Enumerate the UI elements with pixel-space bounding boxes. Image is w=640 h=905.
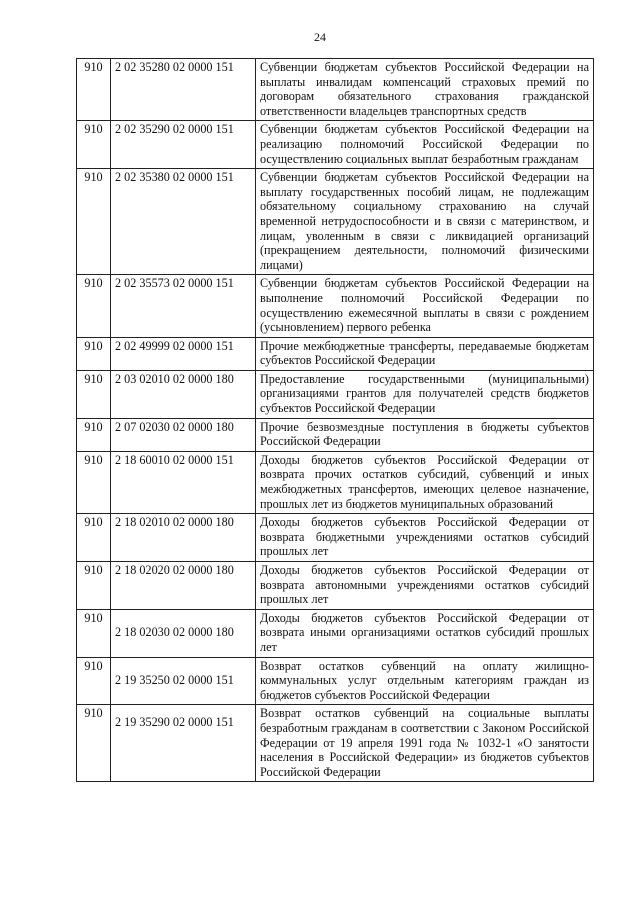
table-row bbox=[77, 121, 594, 169]
admin-code-cell: 910 bbox=[77, 657, 111, 705]
admin-code-cell: 910 bbox=[77, 514, 111, 562]
admin-code-cell: 910 bbox=[77, 337, 111, 370]
budget-code-cell: 2 18 60010 02 0000 151 bbox=[111, 451, 256, 513]
admin-code-cell: 910 bbox=[77, 370, 111, 418]
table-row bbox=[77, 562, 594, 610]
budget-code-cell: 2 02 35573 02 0000 151 bbox=[111, 275, 256, 337]
admin-code-cell: 910 bbox=[77, 418, 111, 451]
revenue-name-cell: Доходы бюджетов субъектов Российской Федерации от возврата автономными учреждениями остатков субсидий прошлых лет bbox=[256, 562, 594, 610]
revenue-codes-table bbox=[76, 58, 594, 782]
table-row bbox=[77, 418, 594, 451]
table-row bbox=[77, 451, 594, 513]
budget-code-cell: 2 02 35280 02 0000 151 bbox=[111, 59, 256, 121]
admin-code-cell: 910 bbox=[77, 275, 111, 337]
admin-code-cell: 910 bbox=[77, 451, 111, 513]
revenue-name-cell: Прочие межбюджетные трансферты, передаваемые бюджетам субъектов Российской Федерации bbox=[256, 337, 594, 370]
budget-code-cell: 2 02 49999 02 0000 151 bbox=[111, 337, 256, 370]
revenue-name-cell: Субвенции бюджетам субъектов Российской Федерации на реализацию полномочий Российской Федерации по осуществлению социальных выплат безработным гражданам bbox=[256, 121, 594, 169]
admin-code-cell: 910 bbox=[77, 169, 111, 275]
admin-code-cell: 910 bbox=[77, 59, 111, 121]
table-row bbox=[77, 657, 594, 705]
revenue-name-cell: Субвенции бюджетам субъектов Российской Федерации на выплату государственных пособий лицам, не подлежащим обязательному социальному страхованию на случай временной нетрудоспособности и в связи с материнством, и лицам, уволенным в связи с ликвидацией организаций (прекращением деятельности, полномочий физическими лицами) bbox=[256, 169, 594, 275]
admin-code-cell: 910 bbox=[77, 121, 111, 169]
revenue-name-cell: Возврат остатков субвенций на социальные выплаты безработным гражданам в соответствии с Законом Российской Федерации от 19 апреля 1991 года № 1032-1 «О занятости населения в Российской Федерации» из бюджетов субъектов Российской Федерации bbox=[256, 705, 594, 782]
admin-code-cell: 910 bbox=[77, 705, 111, 782]
table-row bbox=[77, 275, 594, 337]
revenue-name-cell: Прочие безвозмездные поступления в бюджеты субъектов Российской Федерации bbox=[256, 418, 594, 451]
budget-code-cell: 2 02 35380 02 0000 151 bbox=[111, 169, 256, 275]
table-row bbox=[77, 169, 594, 275]
budget-code-cell: 2 19 35250 02 0000 151 bbox=[111, 657, 256, 705]
budget-code-cell: 2 03 02010 02 0000 180 bbox=[111, 370, 256, 418]
admin-code-cell: 910 bbox=[77, 609, 111, 657]
revenue-name-cell: Доходы бюджетов субъектов Российской Федерации от возврата иными организациями остатков субсидий прошлых лет bbox=[256, 609, 594, 657]
table-row bbox=[77, 609, 594, 657]
revenue-name-cell: Субвенции бюджетам субъектов Российской Федерации на выполнение полномочий Российской Федерации по осуществлению ежемесячной выплаты в связи с рождением (усыновлением) первого ребенка bbox=[256, 275, 594, 337]
revenue-name-cell: Доходы бюджетов субъектов Российской Федерации от возврата прочих остатков субсидий, субвенций и иных межбюджетных трансфертов, имеющих целевое назначение, прошлых лет из бюджетов муниципальных образований bbox=[256, 451, 594, 513]
budget-code-cell: 2 18 02010 02 0000 180 bbox=[111, 514, 256, 562]
budget-code-cell: 2 02 35290 02 0000 151 bbox=[111, 121, 256, 169]
revenue-name-cell: Субвенции бюджетам субъектов Российской Федерации на выплаты инвалидам компенсаций страховых премий по договорам обязательного страхования гражданской ответственности владельцев транспортных средств bbox=[256, 59, 594, 121]
table-row bbox=[77, 370, 594, 418]
budget-code-cell: 2 07 02030 02 0000 180 bbox=[111, 418, 256, 451]
table-row bbox=[77, 705, 594, 782]
table-row bbox=[77, 337, 594, 370]
revenue-name-cell: Доходы бюджетов субъектов Российской Федерации от возврата бюджетными учреждениями остатков субсидий прошлых лет bbox=[256, 514, 594, 562]
admin-code-cell: 910 bbox=[77, 562, 111, 610]
table-row bbox=[77, 59, 594, 121]
revenue-name-cell: Возврат остатков субвенций на оплату жилищно-коммунальных услуг отдельным категориям граждан из бюджетов субъектов Российской Федерации bbox=[256, 657, 594, 705]
budget-code-cell: 2 18 02030 02 0000 180 bbox=[111, 609, 256, 657]
revenue-name-cell: Предоставление государственными (муниципальными) организациями грантов для получателей средств бюджетов субъектов Российской Федерации bbox=[256, 370, 594, 418]
budget-code-cell: 2 18 02020 02 0000 180 bbox=[111, 562, 256, 610]
table-row bbox=[77, 514, 594, 562]
budget-code-cell: 2 19 35290 02 0000 151 bbox=[111, 705, 256, 782]
page-number: 24 bbox=[314, 30, 326, 44]
